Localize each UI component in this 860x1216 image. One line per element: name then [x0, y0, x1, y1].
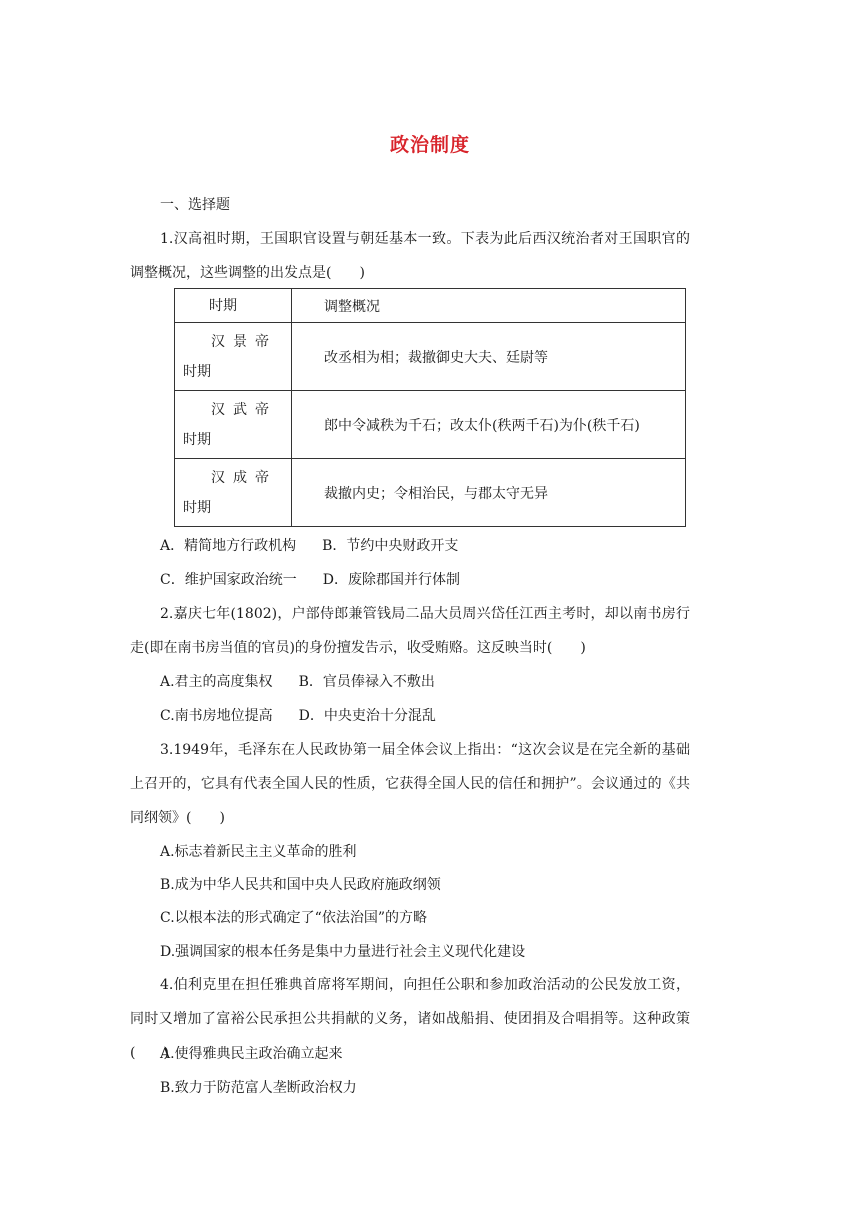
question-2-options-row-2	[160, 706, 436, 726]
table-cell-content: 改丞相为相；裁撤御史大夫、廷尉等	[292, 323, 686, 391]
table-row	[175, 391, 686, 459]
page-title: 政治制度	[389, 134, 470, 156]
table-row	[175, 323, 686, 391]
question-2-options-row-1	[160, 672, 435, 692]
question-1-stem: 1.汉高祖时期，王国职官设置与朝廷基本一致。下表为此后西汉统治者对王国职官的调整概况，这些调整的出发点是( )	[130, 231, 690, 281]
option-b[interactable]: B．官员俸禄入不敷出	[298, 674, 435, 690]
question-1-options-row-1	[160, 536, 458, 556]
option-c[interactable]: C．维护国家政治统一	[160, 572, 297, 588]
question-2-stem: 2.嘉庆七年(1802)，户部侍郎兼管钱局二品大员周兴岱任江西主考时，却以南书房行走(即在南书房当值的官员)的身份擅发告示，收受贿赂。这反映当时( )	[130, 606, 690, 656]
option-b[interactable]: B.成为中华人民共和国中央人民政府施政纲领	[160, 877, 441, 893]
adjustment-table	[174, 288, 686, 527]
table-header-row	[175, 289, 686, 323]
question-3-stem: 3.1949年，毛泽东在人民政协第一届全体会议上指出：“这次会议是在完全新的基础上召开的，它具有代表全国人民的性质，它获得全国人民的信任和拥护”。会议通过的《共同纲领》( )	[130, 742, 690, 826]
question-4-stem: 4.伯利克里在担任雅典首席将军期间，向担任公职和参加政治活动的公民发放工资，同时又增加了富裕公民承担公共捐献的义务，诸如战船捐、使团捐及合唱捐等。这种政策( )	[130, 977, 690, 1061]
option-b[interactable]: B．节约中央财政开支	[322, 538, 459, 554]
table-row	[175, 459, 686, 527]
option-a[interactable]: A．精简地方行政机构	[160, 538, 297, 554]
option-d[interactable]: D．中央吏治十分混乱	[298, 708, 436, 724]
table-cell-period: 汉成帝 时期	[175, 459, 292, 527]
option-b[interactable]: B.致力于防范富人垄断政治权力	[160, 1080, 357, 1096]
option-d[interactable]: D．废除郡国并行体制	[322, 572, 460, 588]
section-heading: 一、选择题	[160, 197, 230, 213]
table-header-period: 时期	[175, 289, 292, 323]
option-c[interactable]: C.南书房地位提高	[160, 708, 273, 724]
table-header-content: 调整概况	[292, 289, 686, 323]
table-cell-period: 汉武帝 时期	[175, 391, 292, 459]
question-1-options-row-2	[160, 570, 460, 590]
table-cell-content: 裁撤内史；令相治民，与郡太守无异	[292, 459, 686, 527]
option-c[interactable]: C.以根本法的形式确定了“依法治国”的方略	[160, 910, 427, 926]
option-a[interactable]: A.使得雅典民主政治确立起来	[160, 1046, 343, 1062]
option-a[interactable]: A.君主的高度集权	[160, 674, 273, 690]
option-a[interactable]: A.标志着新民主主义革命的胜利	[160, 844, 357, 860]
table-cell-period: 汉景帝 时期	[175, 323, 292, 391]
table-cell-content: 郎中令减秩为千石；改太仆(秩两千石)为仆(秩千石)	[292, 391, 686, 459]
option-d[interactable]: D.强调国家的根本任务是集中力量进行社会主义现代化建设	[160, 944, 526, 960]
